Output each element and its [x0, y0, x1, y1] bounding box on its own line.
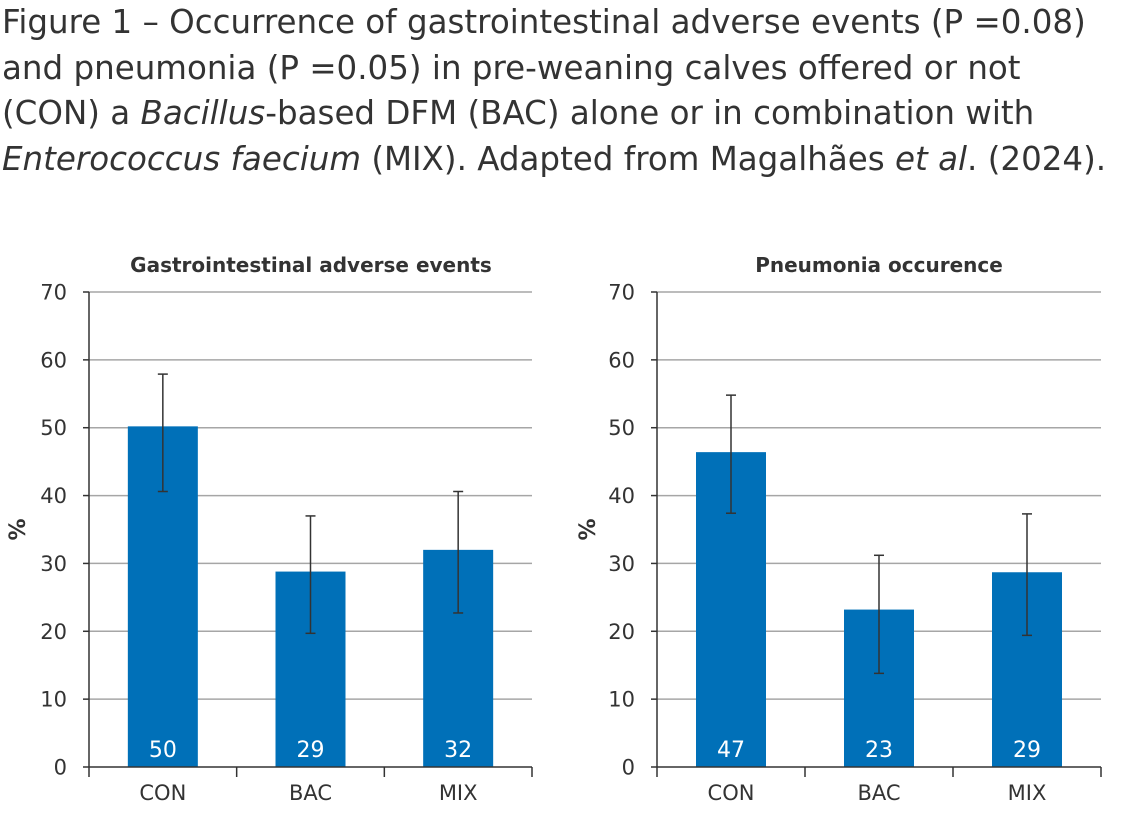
- x-tick-label: BAC: [857, 781, 901, 805]
- caption-italic-bacillus: Bacillus: [140, 94, 266, 132]
- y-tick-label: 50: [40, 416, 67, 441]
- y-tick-label: 60: [40, 348, 67, 373]
- y-tick-label: 20: [40, 619, 67, 644]
- y-tick-label: 0: [621, 755, 635, 780]
- y-tick-label: 40: [40, 484, 67, 509]
- caption-text-4: . (2024).: [967, 139, 1107, 178]
- chart-title: Pneumonia occurence: [755, 253, 1003, 277]
- y-tick-label: 10: [40, 687, 67, 712]
- y-tick-label: 70: [40, 280, 67, 305]
- caption-italic-enterococcus: Enterococcus faecium: [2, 139, 361, 178]
- y-tick-label: 20: [608, 619, 635, 644]
- data-label: 29: [296, 738, 325, 763]
- x-tick-label: BAC: [288, 781, 333, 805]
- caption-text-3: (MIX). Adapted from Magalhães: [360, 139, 896, 178]
- gastrointestinal-chart: [6, 253, 532, 805]
- y-tick-label: 10: [608, 687, 635, 712]
- caption-text-1: Figure 1 – Occurrence of gastrointestinal adverse events (P =0.08) and pneumonia (P =0.05) in pre-weaning calves offered or not (CON) a: [2, 3, 1086, 132]
- y-tick-label: 50: [608, 416, 635, 441]
- x-tick-label: MIX: [1007, 781, 1047, 805]
- x-tick-label: MIX: [438, 781, 478, 805]
- caption-text-2: -based DFM (BAC) alone or in combination with: [265, 94, 1035, 132]
- y-tick-label: 40: [608, 484, 635, 509]
- data-label: 29: [1013, 738, 1041, 763]
- y-tick-label: 70: [608, 280, 635, 305]
- y-axis-label: %: [6, 518, 31, 541]
- y-tick-label: 60: [608, 348, 635, 373]
- y-tick-label: 30: [608, 551, 635, 576]
- data-label: 32: [444, 738, 473, 763]
- pneumonia-chart: [576, 253, 1101, 805]
- data-label: 50: [148, 738, 177, 763]
- y-tick-label: 30: [40, 551, 67, 576]
- x-tick-label: CON: [707, 781, 755, 805]
- data-label: 23: [865, 738, 893, 763]
- y-tick-label: 0: [53, 755, 67, 780]
- y-axis-label: %: [576, 518, 601, 541]
- chart-title: Gastrointestinal adverse events: [130, 253, 492, 277]
- x-tick-label: CON: [139, 781, 187, 805]
- data-label: 47: [717, 738, 745, 763]
- caption-italic-et-al: et al: [895, 139, 968, 178]
